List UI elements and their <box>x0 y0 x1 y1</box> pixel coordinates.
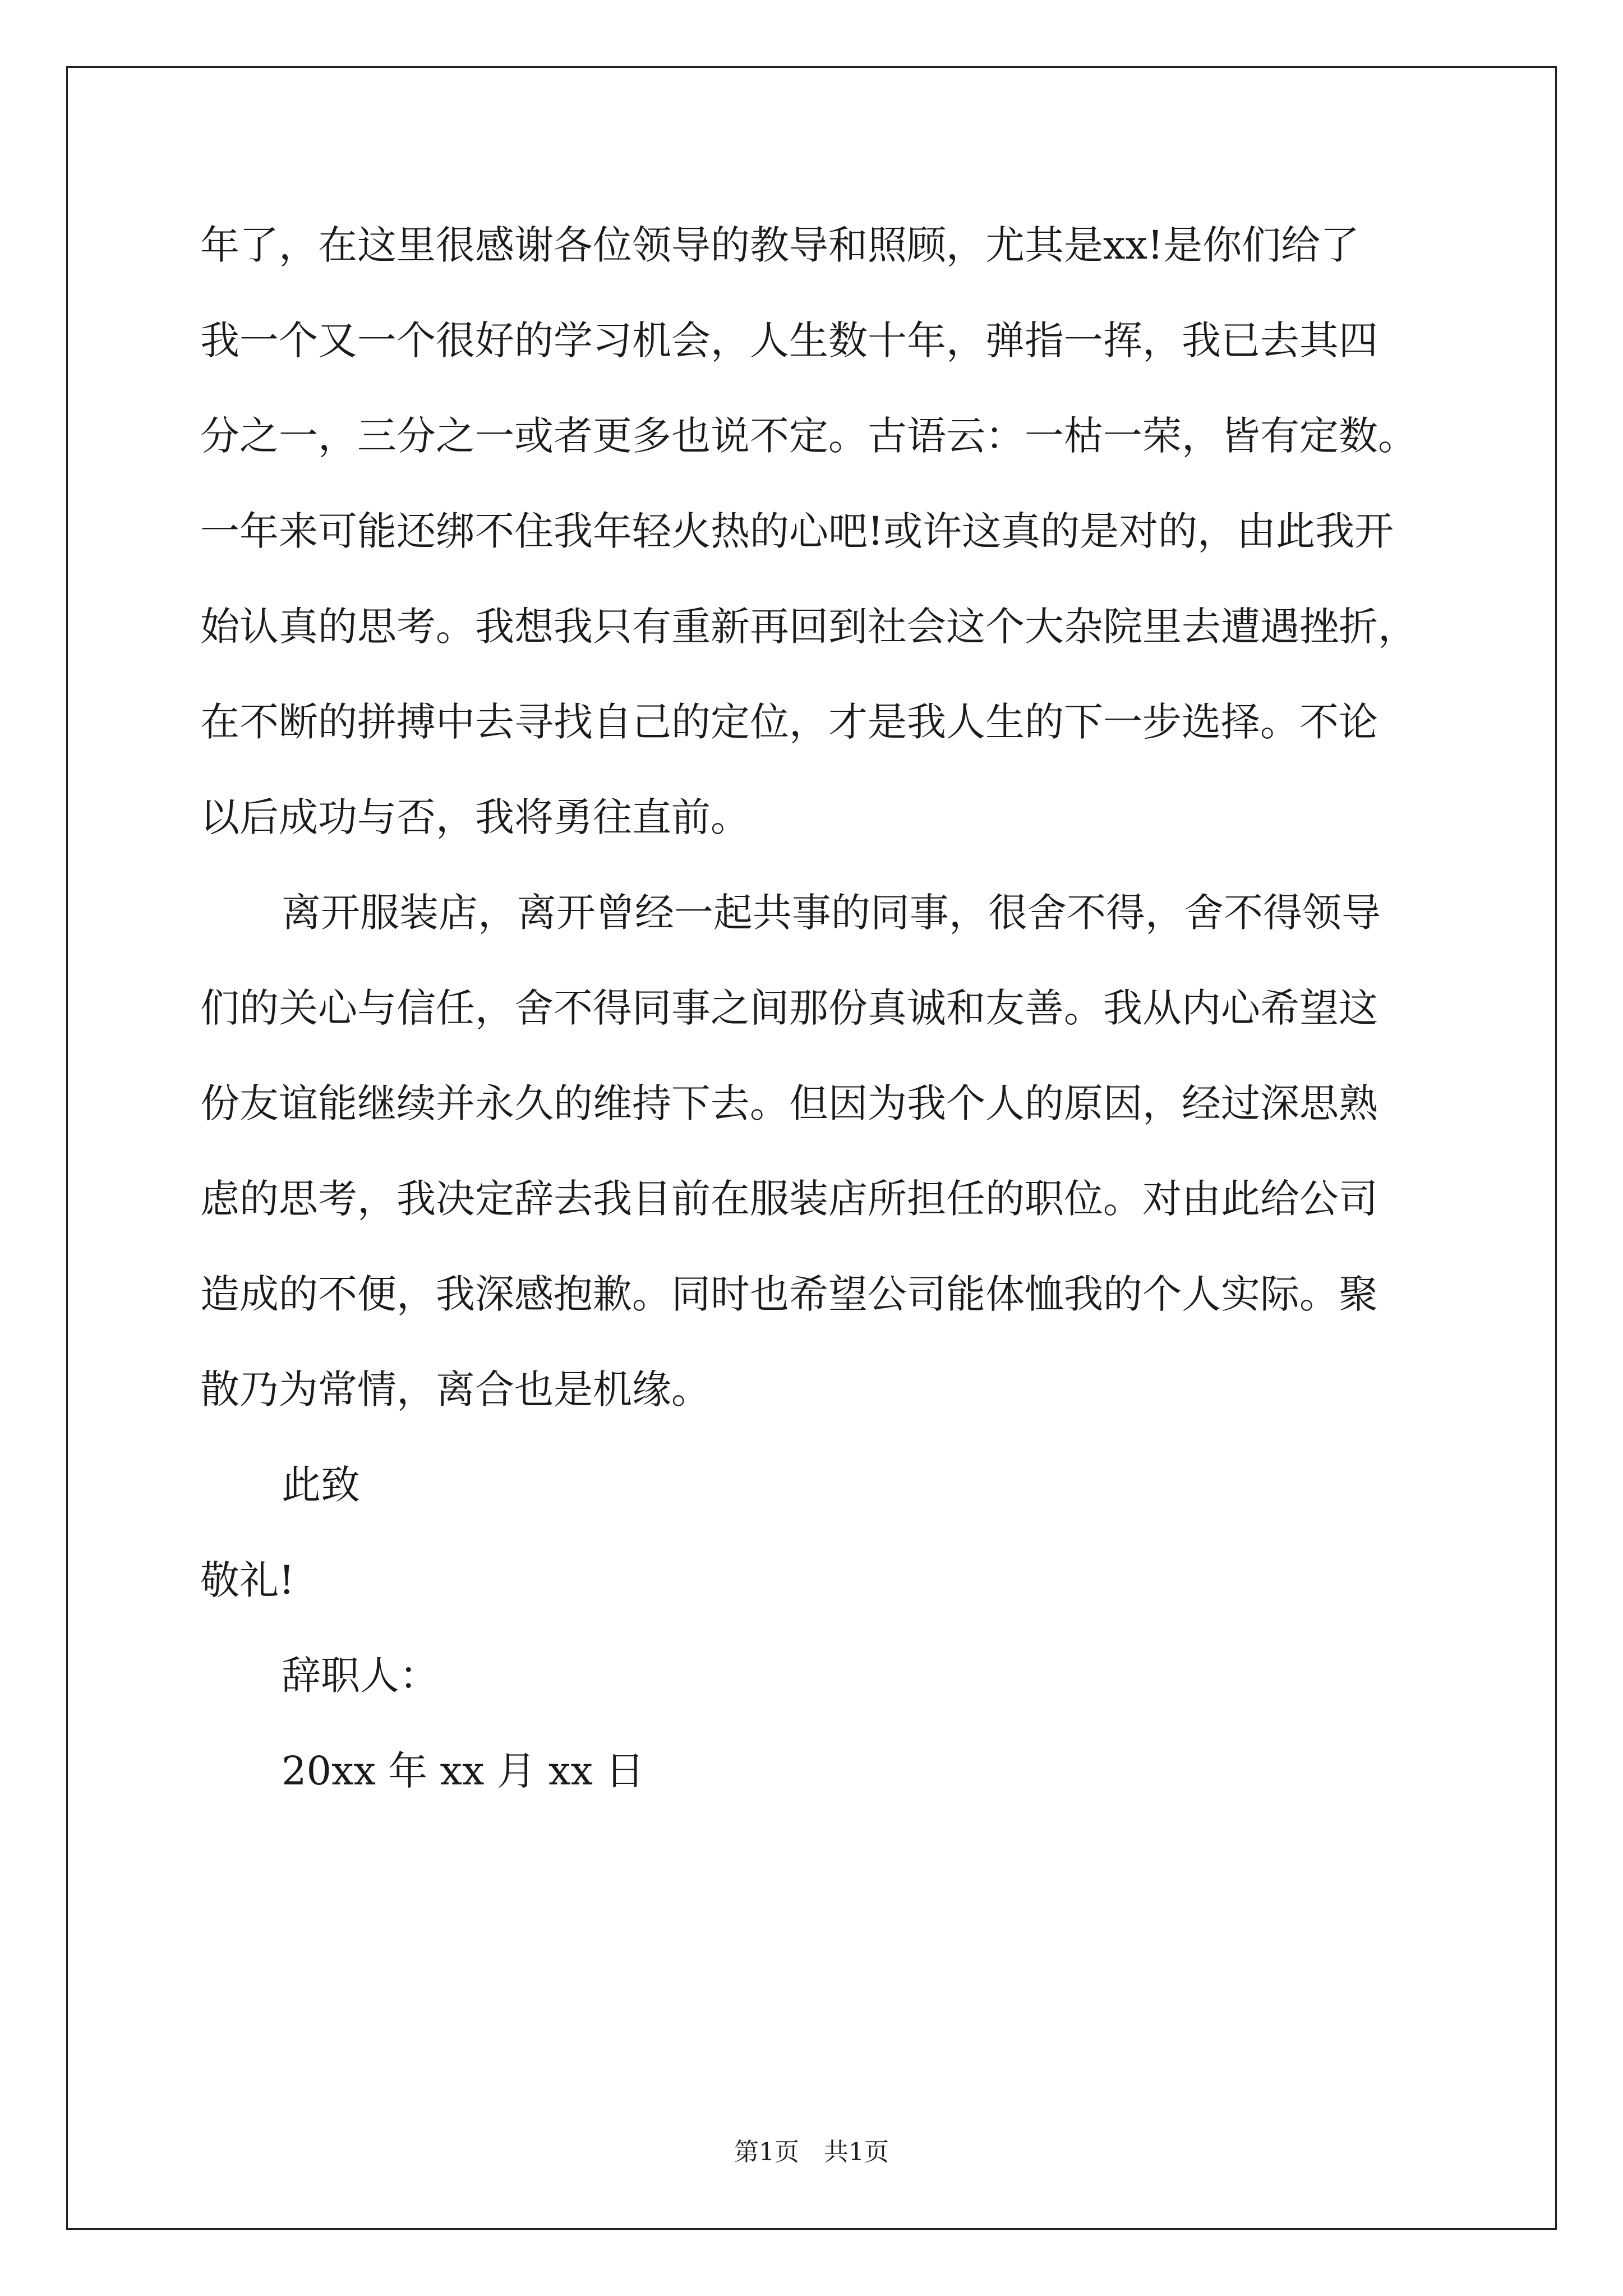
signature-label: 辞职人： <box>282 1653 439 1699</box>
text-line: 以后成功与否，我将勇往直前。 <box>200 794 750 840</box>
closing-salutation: 此致 <box>282 1462 360 1508</box>
paragraph-start-line: 离开服装店，离开曾经一起共事的同事，很舍不得，舍不得领导 <box>282 890 1381 936</box>
text-line: 份友谊能继续并永久的维持下去。但因为我个人的原因，经过深思熟 <box>200 1080 1378 1126</box>
page-number-footer: 第1页 共1页 <box>734 2138 889 2166</box>
text-line: 年了，在这里很感谢各位领导的教导和照顾，尤其是xx!是你们给了 <box>200 222 1360 268</box>
text-line: 分之一，三分之一或者更多也说不定。古语云：一枯一荣，皆有定数。 <box>200 413 1417 459</box>
text-line: 一年来可能还绑不住我年轻火热的心吧!或许这真的是对的，由此我开 <box>200 508 1394 554</box>
text-line: 在不断的拼搏中去寻找自己的定位，才是我人生的下一步选择。不论 <box>200 699 1378 745</box>
text-line: 虑的思考，我决定辞去我目前在服装店所担任的职位。对由此给公司 <box>200 1176 1378 1222</box>
text-line: 我一个又一个很好的学习机会，人生数十年，弹指一挥，我已去其四 <box>200 318 1378 364</box>
closing-regards: 敬礼! <box>200 1557 295 1603</box>
text-line: 造成的不便，我深感抱歉。同时也希望公司能体恤我的个人实际。聚 <box>200 1271 1378 1317</box>
date-line: 20xx 年 xx 月 xx 日 <box>282 1748 645 1794</box>
text-line: 们的关心与信任，舍不得同事之间那份真诚和友善。我从内心希望这 <box>200 985 1378 1031</box>
letter-body <box>200 209 1434 1830</box>
text-line: 散乃为常情，离合也是机缘。 <box>200 1366 711 1412</box>
text-line: 始认真的思考。我想我只有重新再回到社会这个大杂院里去遭遇挫折， <box>200 604 1417 650</box>
